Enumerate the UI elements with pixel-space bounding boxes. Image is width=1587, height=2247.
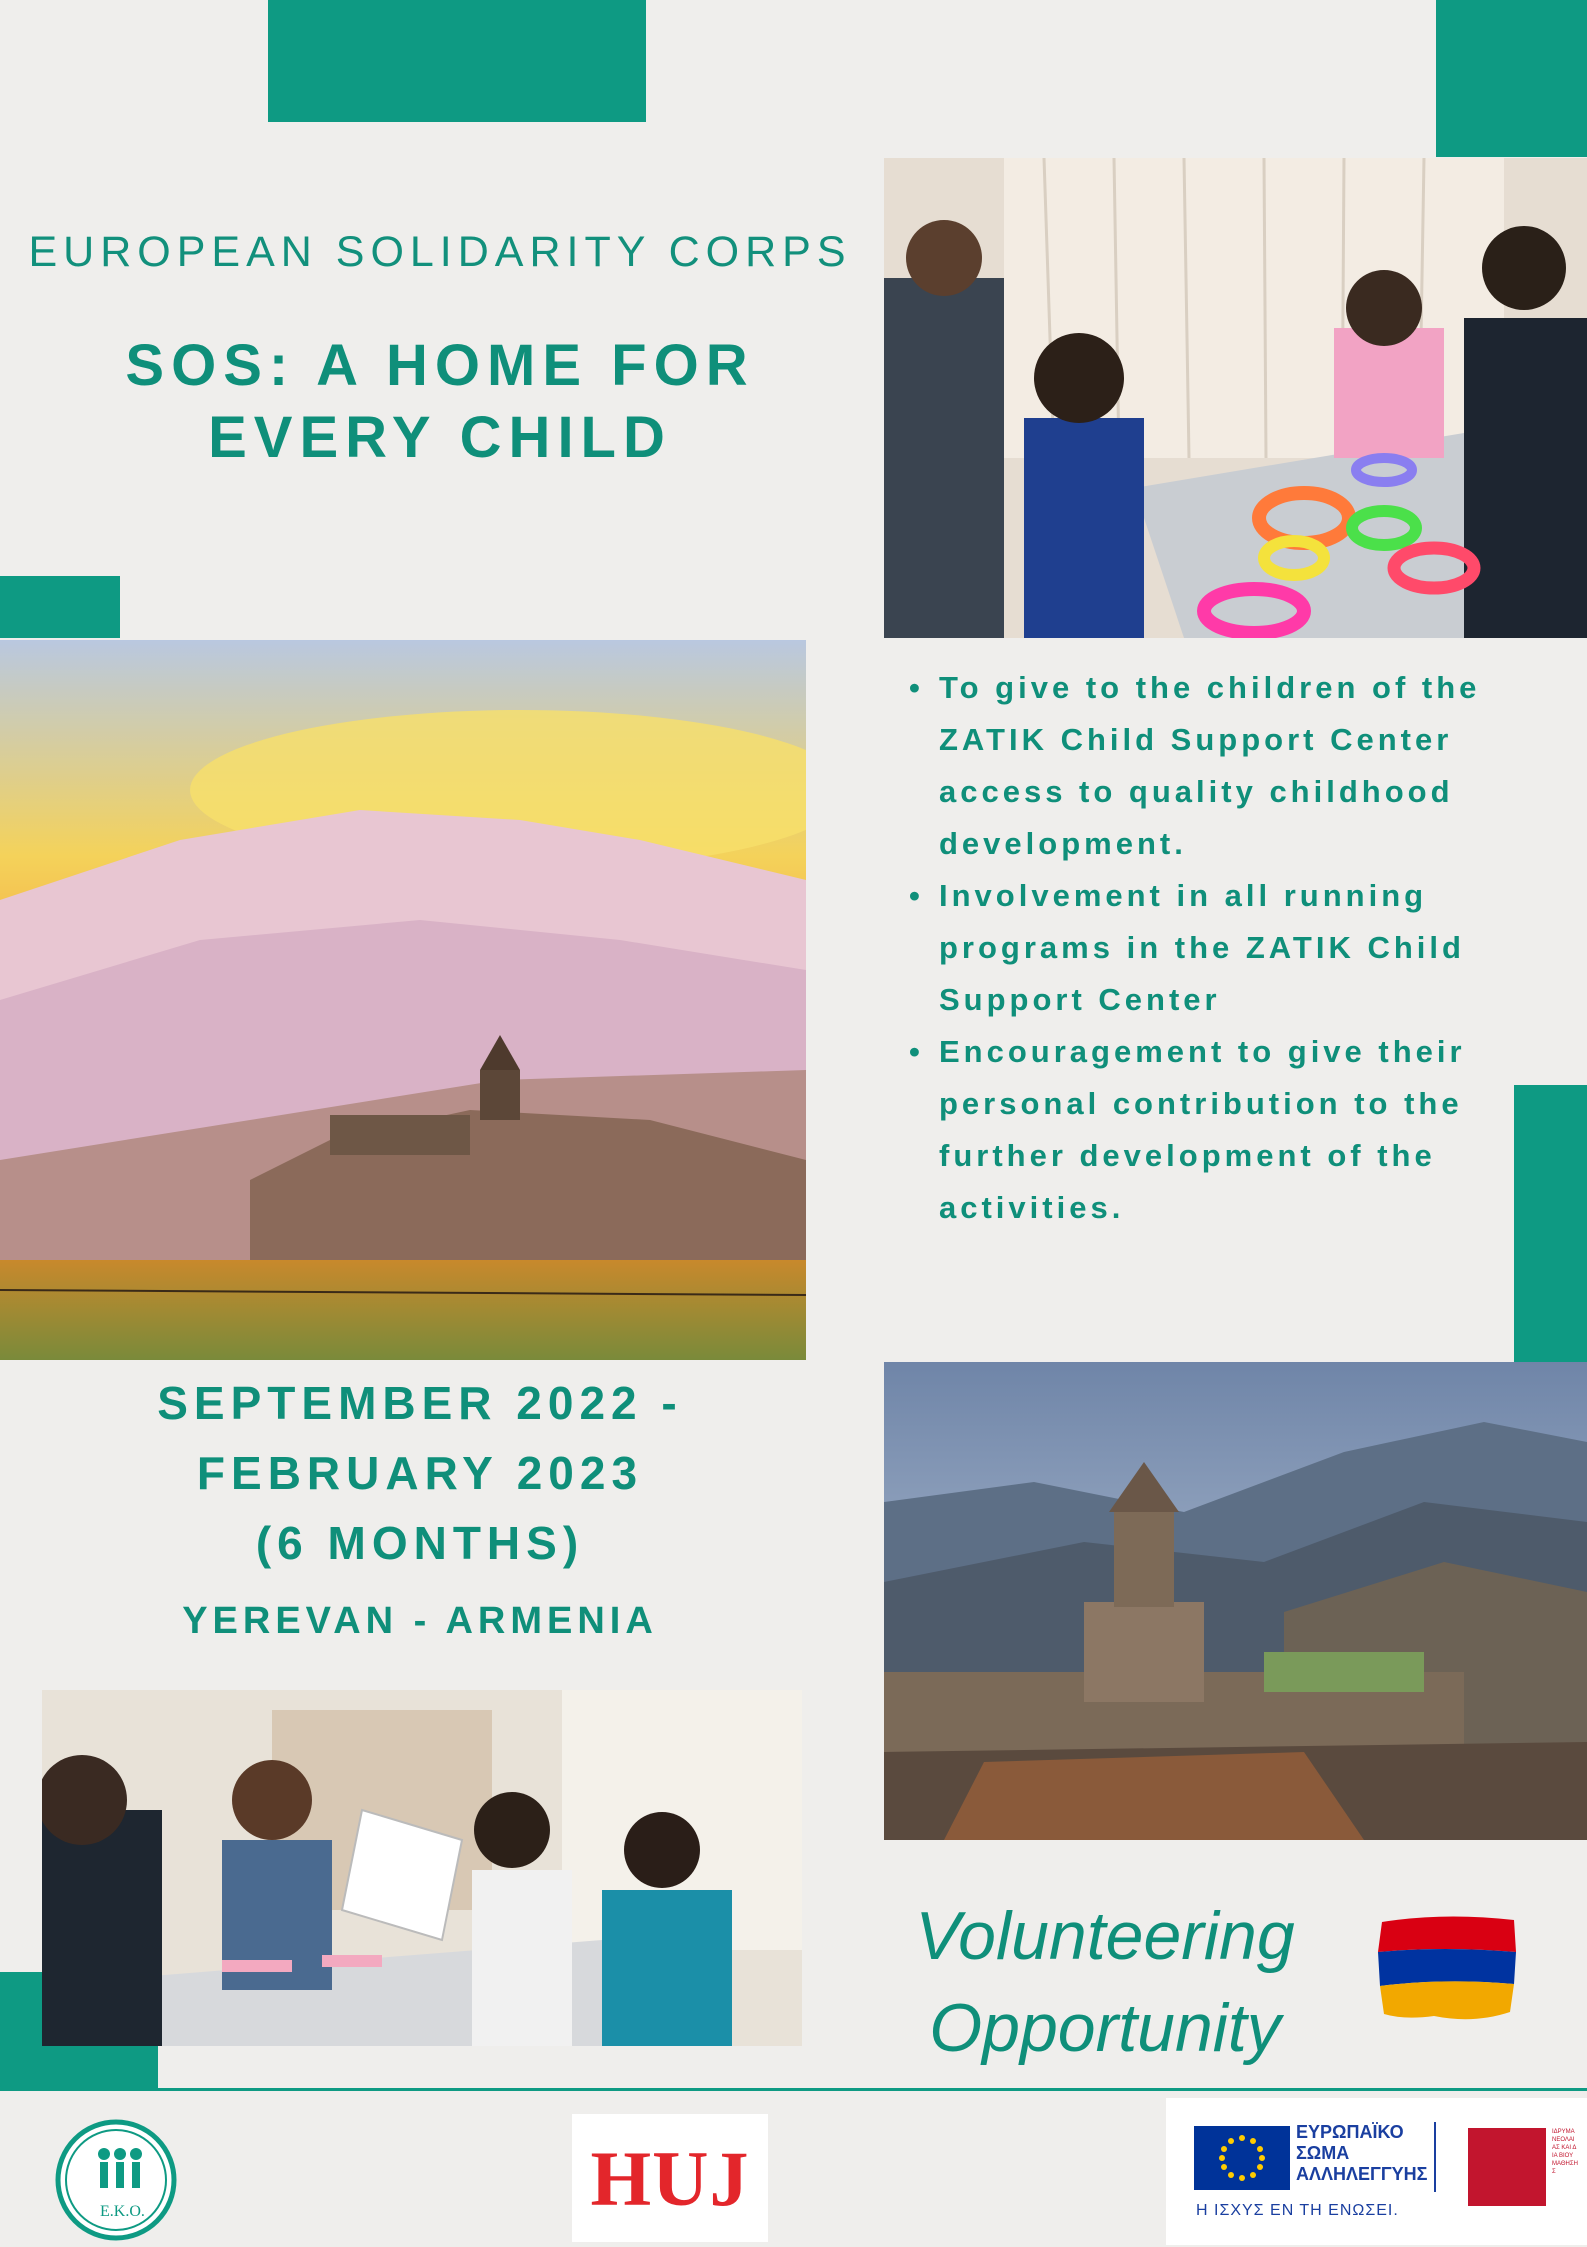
photo-classroom-graphic	[42, 1690, 802, 2046]
dates-line-1: SEPTEMBER 2022 -	[157, 1377, 683, 1429]
photo-classroom	[42, 1690, 802, 2046]
photo-children-crafts-graphic	[884, 158, 1587, 638]
tagline	[880, 1890, 1330, 2074]
huj-logo	[572, 2114, 768, 2242]
photo-tatev-monastery-graphic	[884, 1362, 1587, 1840]
huj-logo-text: HUJ	[590, 2135, 750, 2222]
eu-solidarity-logo	[1166, 2098, 1587, 2245]
eu-program-name	[1296, 2122, 1427, 2185]
eu-motto: Η ΙΣΧΥΣ ΕΝ ΤΗ ΕΝΩΣΕΙ.	[1196, 2202, 1399, 2219]
logo-separator	[1434, 2122, 1436, 2192]
photo-ararat-monastery-graphic	[0, 640, 806, 1360]
title-line-1: SOS: A HOME FOR	[125, 333, 755, 398]
dates-line-2: FEBRUARY 2023	[196, 1447, 644, 1499]
page-title	[20, 330, 860, 474]
eu-text-line-2: ΣΩΜΑ	[1296, 2143, 1350, 2163]
teal-block-left	[0, 576, 120, 638]
title-line-2: EVERY CHILD	[208, 405, 672, 470]
tagline-line-1: Volunteering	[915, 1898, 1295, 1974]
eu-text-line-1: ΕΥΡΩΠΑΪΚΟ	[1296, 2122, 1404, 2142]
photo-children-crafts	[884, 158, 1587, 638]
footer-divider	[0, 2088, 1587, 2091]
eko-logo-text: E.K.O.	[100, 2203, 145, 2220]
program-title: EUROPEAN SOLIDARITY CORPS	[28, 228, 852, 276]
objective-item-2: • Involvement in all running programs in the ZATIK Child Support Center	[905, 870, 1495, 1026]
photo-ararat-monastery	[0, 640, 806, 1360]
objective-item-3: • Encouragement to give their personal contribution to the further development of the activities.	[905, 1026, 1495, 1234]
dates-line-3: (6 MONTHS)	[255, 1517, 585, 1569]
objectives-list	[905, 662, 1495, 1234]
photo-tatev-monastery	[884, 1362, 1587, 1840]
eko-logo	[52, 2118, 180, 2242]
youth-foundation-logo	[1468, 2128, 1546, 2206]
youth-foundation-text: ΙΔΡΥΜΑ ΝΕΟΛΑΙΑΣ ΚΑΙ ΔΙΑ ΒΙΟΥ ΜΑΘΗΣΗΣ	[1552, 2129, 1578, 2175]
eko-logo-graphic	[52, 2118, 180, 2242]
location-text: YEREVAN - ARMENIA	[182, 1600, 658, 1642]
eu-text-line-3: ΑΛΛΗΛΕΓΓΥΗΣ	[1296, 2164, 1428, 2184]
eu-flag-icon	[1194, 2126, 1290, 2190]
objective-item-1: • To give to the children of the ZATIK Child Support Center access to quality childhood development.	[905, 662, 1495, 870]
teal-block-top-right	[1436, 0, 1587, 157]
teal-block-right	[1514, 1085, 1587, 1362]
armenian-flag-graphic	[1374, 1912, 1520, 2024]
tagline-line-2: Opportunity	[929, 1990, 1281, 2066]
dates-block	[80, 1368, 760, 1578]
armenian-flag-icon	[1374, 1912, 1520, 2024]
teal-block-top	[268, 0, 646, 122]
